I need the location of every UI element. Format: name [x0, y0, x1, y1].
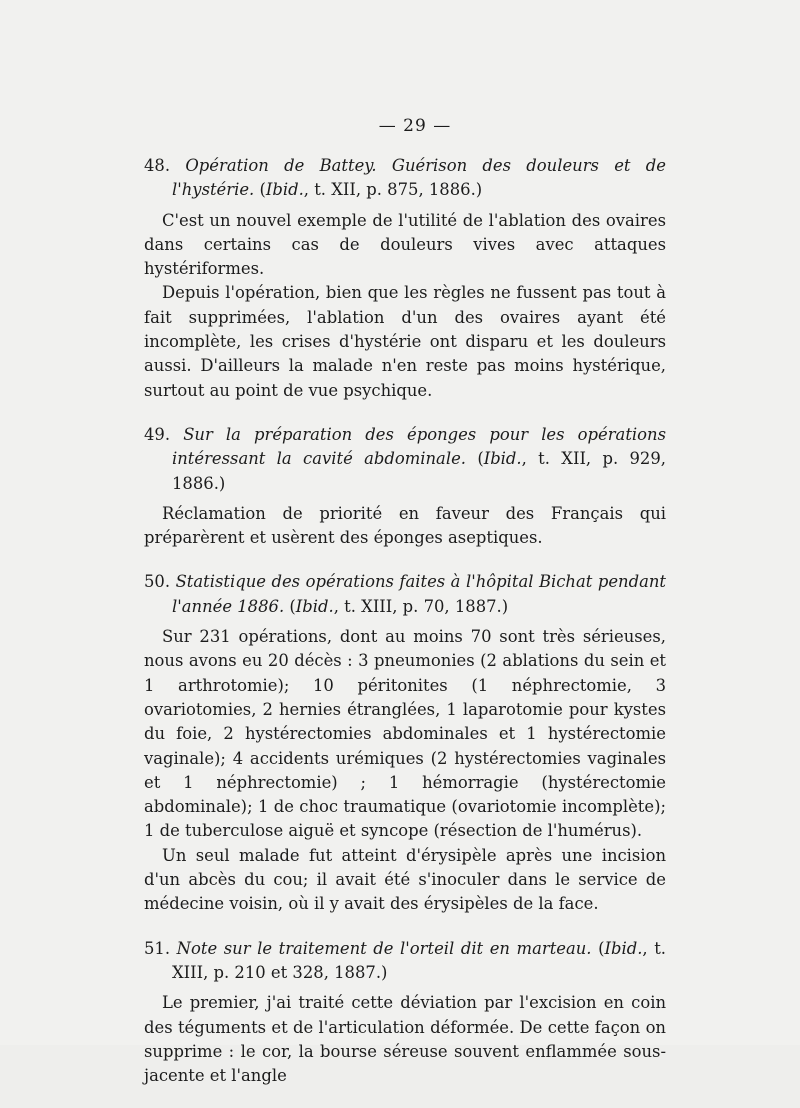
entry-paragraph: C'est un nouvel exemple de l'utilité de l'ablation des ovaires dans certains cas de douleurs vives avec attaques hystériformes.	[144, 210, 666, 279]
entry-number: 51.	[144, 938, 171, 958]
page-content	[144, 154, 666, 1108]
entry-title: Note sur le traitement de l'orteil dit en marteau.	[176, 938, 592, 958]
entry-source-ref: Ibid.	[295, 596, 334, 616]
entry-title: Statistique des opérations faites à l'hôpital Bichat pendant l'année 1886.	[172, 572, 666, 616]
entry-paragraph: Le premier, j'ai traité cette déviation par l'excision en coin des téguments et de l'articulation déformée. De cette façon on supprime : le cor, la bourse séreuse souvent enflammée sous-jacente et l'angle	[144, 993, 666, 1086]
entry-paragraph: Réclamation de priorité en faveur des Français qui préparèrent et usèrent des éponges aseptiques.	[144, 503, 666, 548]
entry-heading	[144, 423, 666, 496]
entry-paragraph: Un seul malade fut atteint d'érysipèle après une incision d'un abcès du cou; il avait été s'inoculer dans le service de médecine voisin, où il y avait des érysipèles de la face.	[144, 845, 666, 914]
entry-source: (Ibid., t. XIII, p. 210 et 328, 1887.)	[172, 938, 666, 982]
entry-source: (Ibid., t. XII, p. 875, 1886.)	[259, 180, 483, 200]
entry-source-ref: Ibid.	[265, 180, 304, 200]
page-number: — 29 —	[378, 116, 452, 136]
entry-heading	[144, 154, 666, 203]
entry-source: (Ibid., t. XII, p. 929, 1886.)	[172, 449, 666, 493]
entry-51	[144, 937, 666, 1089]
entry-title: Opération de Battey. Guérison des douleurs et de l'hystérie.	[172, 156, 666, 200]
entry-paragraph: Sur 231 opérations, dont au moins 70 sont très sérieuses, nous avons eu 20 décès : 3 pneumonies (2 ablations du sein et 1 arthrotomie); 10 péritonites (1 néphrectomie, 3 ovariotomies, 2 hernies étranglées, 1 laparotomie pour kystes du foie, 2 hystérectomies abdominales et 1 hystérectomie vaginale); 4 accidents urémiques (2 hystérectomies vaginales et 1 néphrectomie) ; 1 hémorragie (hystérectomie abdominale); 1 de choc traumatique (ovariotomie incomplète); 1 de tuberculose aiguë et syncope (résection de l'humérus).	[144, 627, 666, 841]
entry-number: 49.	[144, 424, 171, 444]
entry-heading	[144, 570, 666, 619]
entry-source-details: , t. XIII, p. 210 et 328, 1887.)	[172, 938, 666, 982]
entry-number: 50.	[144, 572, 171, 592]
entry-48	[144, 154, 666, 403]
entry-heading	[144, 937, 666, 986]
entry-49	[144, 423, 666, 550]
entry-source-details: , t. XII, p. 875, 1886.)	[303, 180, 483, 200]
entry-source-ref: Ibid.	[483, 449, 522, 469]
entry-paragraph: Depuis l'opération, bien que les règles ne fussent pas tout à fait supprimées, l'ablation d'un des ovaires ayant été incomplète, les crises d'hystérie ont disparu et les douleurs aussi. D'ailleurs la malade n'en reste pas moins hystérique, surtout au point de vue psychique.	[144, 283, 666, 400]
entry-source: (Ibid., t. XIII, p. 70, 1887.)	[289, 596, 509, 616]
entry-source-ref: Ibid.	[604, 938, 643, 958]
entry-number: 48.	[144, 156, 171, 175]
entry-50	[144, 570, 666, 916]
entry-source-details: , t. XII, p. 929, 1886.)	[172, 449, 666, 493]
entry-source-details: , t. XIII, p. 70, 1887.)	[333, 596, 509, 616]
entry-title: Sur la préparation des éponges pour les opérations intéressant la cavité abdominale.	[172, 424, 666, 469]
